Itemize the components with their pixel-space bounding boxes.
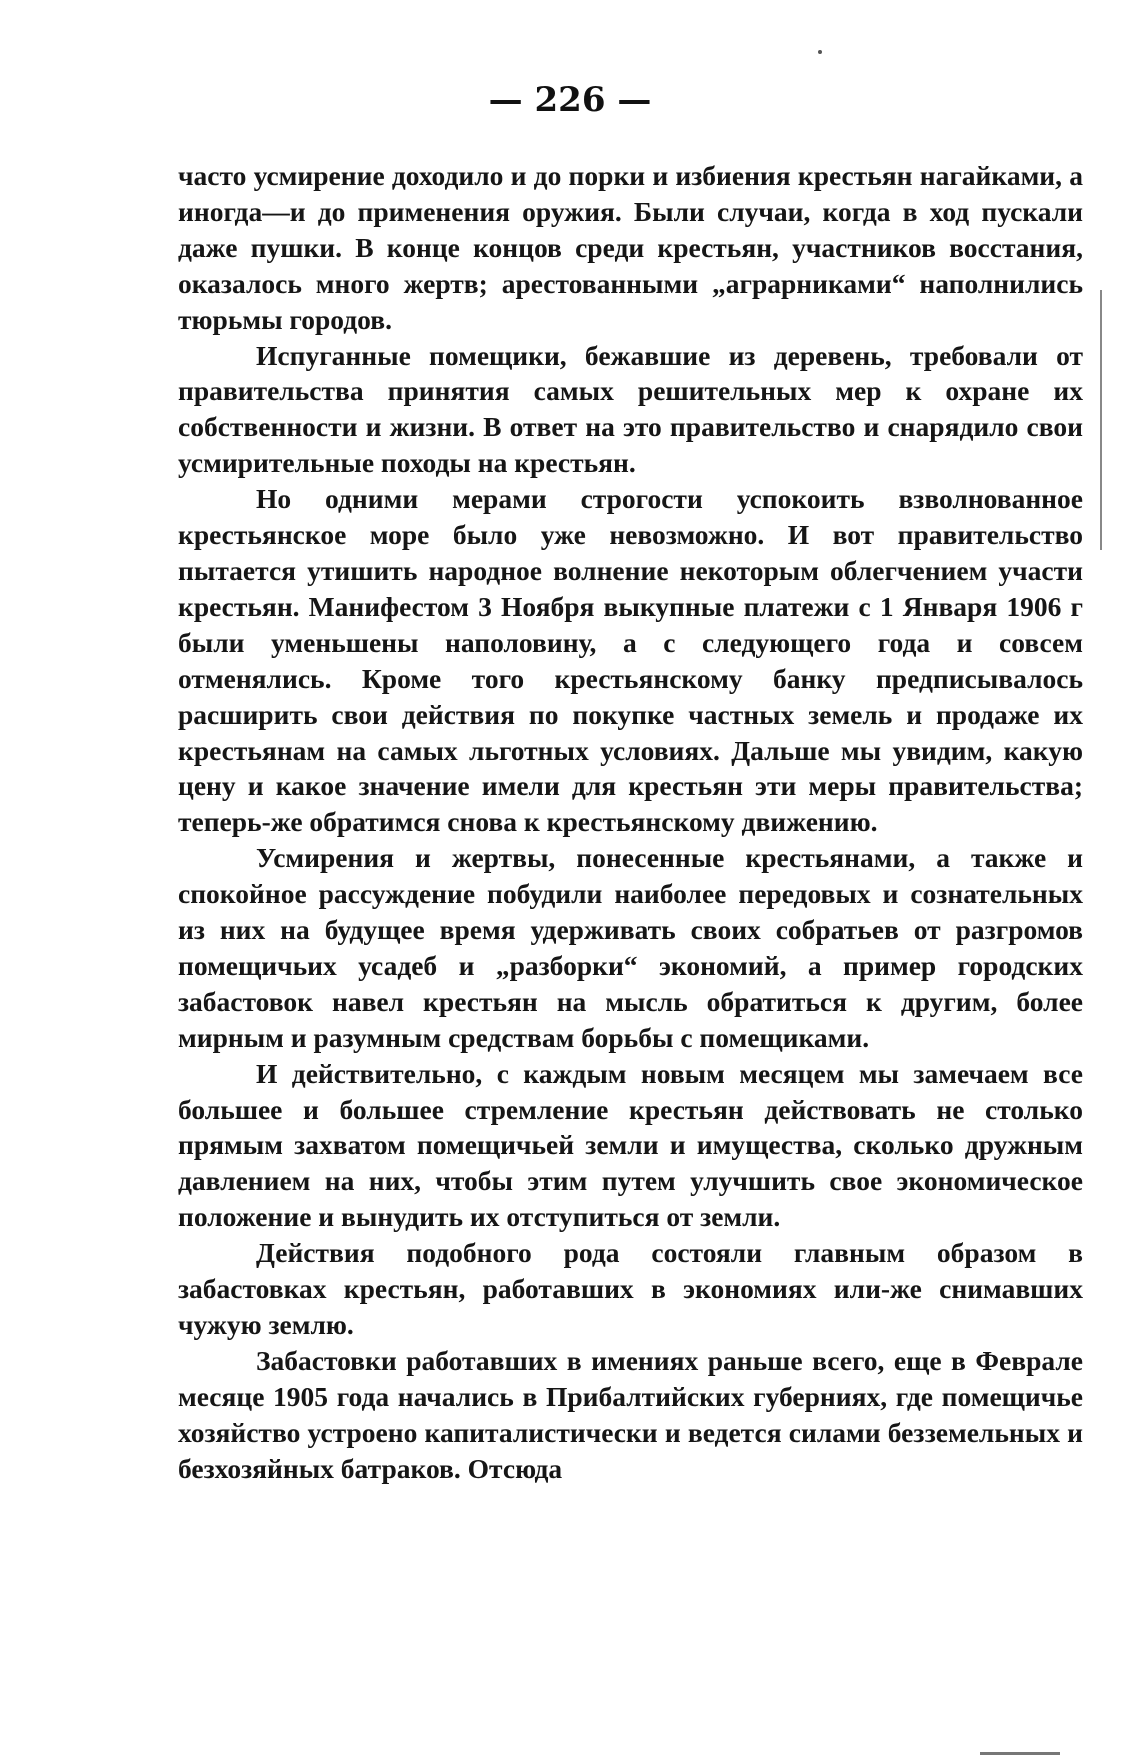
speck-mark <box>818 50 822 54</box>
paragraph: Забастовки работавших в имениях раньше всего, еще в Феврале месяце 1905 года начались в Прибалтийских губерниях, где помещичье хозяйство устроено капиталистически и ведется силами безземельных и безхозяйных батраков. Отсюда <box>178 1344 1083 1484</box>
paragraph: Испуганные помещики, бежавшие из деревень, требовали от правительства принятия самых решительных мер к охране их собственности и жизни. В ответ на это правительство и снарядило свои усмирительные походы на крестьян. <box>178 339 1083 479</box>
bottom-edge-mark <box>980 1752 1060 1755</box>
page-text <box>178 158 1083 1487</box>
paragraph: И действительно, с каждым новым месяцем мы замечаем все большее и большее стремление крестьян действовать не столько прямым захватом помещичьей земли и имущества, сколько дружным давлением на них, чтобы этим путем улучшить свое экономическое положение и вынудить их отступиться от земли. <box>178 1057 1083 1233</box>
paragraph: Усмирения и жертвы, понесенные крестьянами, а также и спокойное рассуждение побудили наиболее передовых и сознательных из них на будущее время удерживать своих собратьев от разгромов помещичьих усадеб и „разборки“ экономий, а пример городских забастовок навел крестьян на мысль обратиться к другим, более мирным и разумным средствам борьбы с помещиками. <box>178 842 1083 1053</box>
paragraph: Действия подобного рода состояли главным образом в забастовках крестьян, работавших в экономиях или-же снимавших чужую землю. <box>178 1237 1083 1340</box>
paragraph: Но одними мерами строгости успокоить взволнованное крестьянское море было уже невозможно. И вот правительство пытается утишить народное волнение некоторым облегчением участи крестьян. Манифестом 3 Ноября выкупные платежи с 1 Января 1906 г были уменьшены наполовину, а с следующего года и совсем отменялись. Кроме того крестьянскому банку предписывалось расширить свои действия по покупке частных земель и продаже их крестьянам на самых льготных условиях. Дальше мы увидим, какую цену и какое значение имели для крестьян эти меры правительства; теперь-же обратимся снова к крестьянскому движению. <box>178 483 1083 838</box>
margin-rule <box>1100 290 1102 550</box>
paragraph: часто усмирение доходило и до порки и избиения крестьян нагайками, а иногда—и до применения оружия. Были случаи, когда в ход пускали даже пушки. В конце концов среди крестьян, участников восстания, оказалось много жертв; арестованными „аграрниками“ наполнились тюрьмы городов. <box>178 160 1083 335</box>
page-number: — 226 — <box>488 80 652 120</box>
